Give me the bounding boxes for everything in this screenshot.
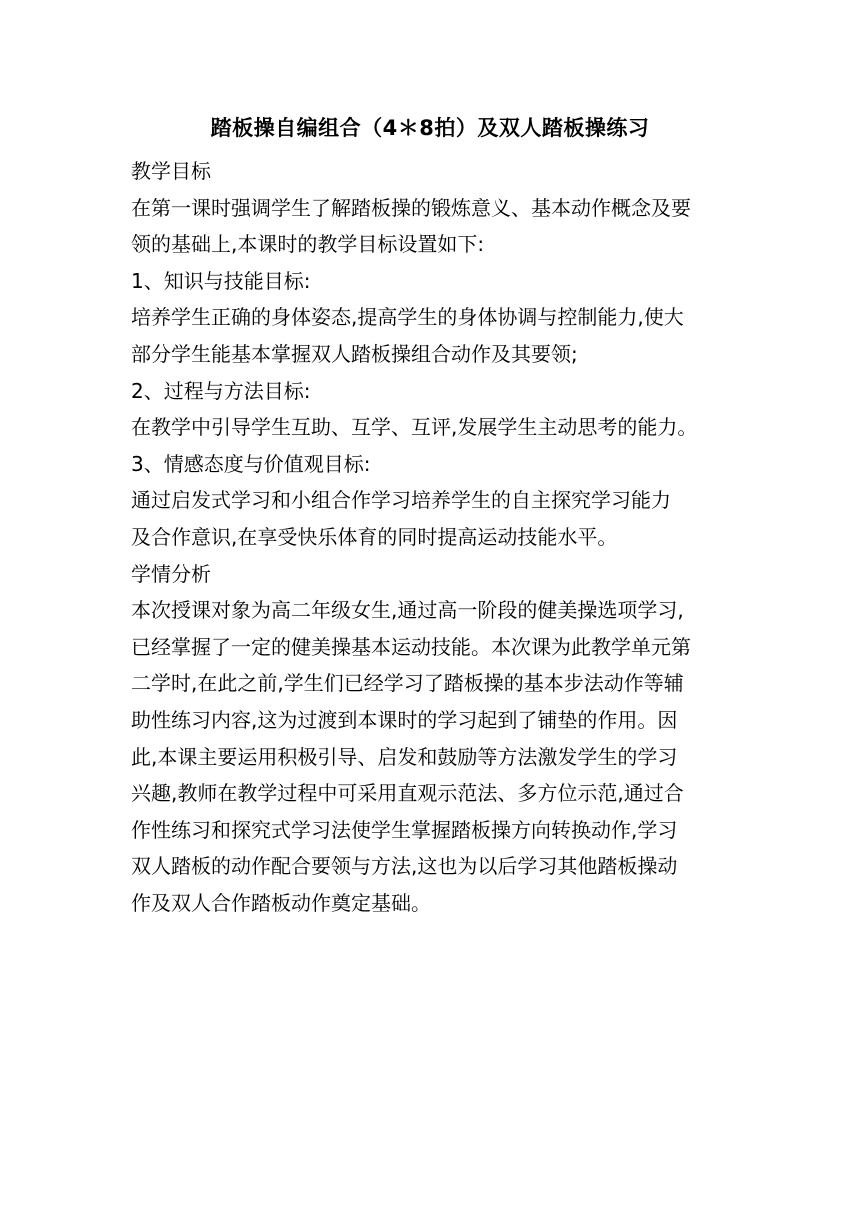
paragraph-line: 通过启发式学习和小组合作学习培养学生的自主探究学习能力 xyxy=(131,488,671,513)
subheading-emotion-values: 3、情感态度与价值观目标: xyxy=(131,451,371,476)
heading-teaching-goals: 教学目标 xyxy=(131,159,211,183)
paragraph-line: 在第一课时强调学生了解踏板操的锻炼意义、基本动作概念及要 xyxy=(131,195,691,220)
paragraph-line: 作性练习和探究式学习法使学生掌握踏板操方向转换动作,学习 xyxy=(131,817,678,842)
document-body xyxy=(131,153,731,921)
paragraph-line: 作及双人合作踏板动作奠定基础。 xyxy=(131,890,431,915)
subheading-process-methods: 2、过程与方法目标: xyxy=(131,378,311,403)
paragraph-line: 培养学生正确的身体姿态,提高学生的身体协调与控制能力,使大 xyxy=(131,305,684,330)
paragraph-line: 本次授课对象为高二年级女生,通过高一阶段的健美操选项学习, xyxy=(131,598,684,623)
paragraph-line: 部分学生能基本掌握双人踏板操组合动作及其要领; xyxy=(131,341,578,366)
heading-student-analysis: 学情分析 xyxy=(131,561,211,586)
paragraph-line: 兴趣,教师在教学过程中可采用直观示范法、多方位示范,通过合 xyxy=(131,781,684,806)
paragraph-line: 助性练习内容,这为过渡到本课时的学习起到了铺垫的作用。因 xyxy=(131,707,678,732)
paragraph-line: 领的基础上,本课时的教学目标设置如下: xyxy=(131,232,485,257)
paragraph-line: 在教学中引导学生互助、互学、互评,发展学生主动思考的能力。 xyxy=(131,415,698,440)
paragraph-line: 已经掌握了一定的健美操基本运动技能。本次课为此教学单元第 xyxy=(131,634,691,659)
paragraph-line: 双人踏板的动作配合要领与方法,这也为以后学习其他踏板操动 xyxy=(131,854,678,879)
document-title: 踏板操自编组合（4＊8拍）及双人踏板操练习 xyxy=(210,116,650,140)
subheading-knowledge-skills: 1、知识与技能目标: xyxy=(131,268,311,293)
paragraph-line: 二学时,在此之前,学生们已经学习了踏板操的基本步法动作等辅 xyxy=(131,671,684,696)
paragraph-line: 此,本课主要运用积极引导、启发和鼓励等方法激发学生的学习 xyxy=(131,744,678,769)
paragraph-line: 及合作意识,在享受快乐体育的同时提高运动技能水平。 xyxy=(131,524,618,549)
